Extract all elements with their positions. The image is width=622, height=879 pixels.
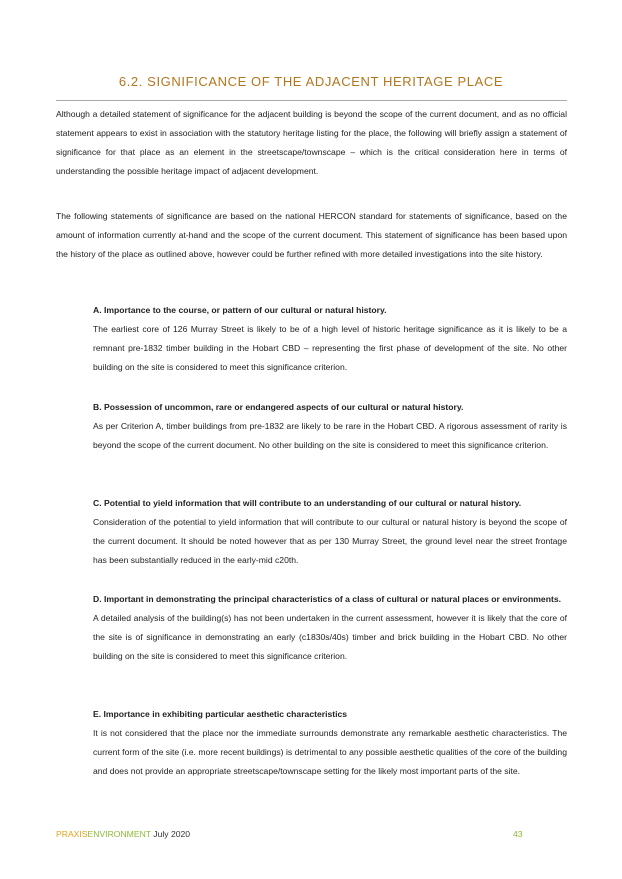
criterion-c <box>93 494 567 570</box>
criterion-e-heading: E. Importance in exhibiting particular aesthetic characteristics <box>93 709 348 719</box>
criterion-a-heading: A. Importance to the course, or pattern of our cultural or natural history. <box>93 305 387 315</box>
criterion-c-heading: C. Potential to yield information that will contribute to an understanding of our cultural or natural history. <box>93 498 522 508</box>
heading-divider <box>56 100 567 101</box>
criterion-b <box>93 398 567 455</box>
criterion-d-text: A detailed analysis of the building(s) has not been undertaken in the current assessment, however it is likely that the core of the site is of significance in demonstrating an early (c1830s/40s) timber and brick building in the Hobart CBD. No other building on the site is considered to meet this significance criterion. <box>93 613 567 661</box>
intro-paragraph-1: Although a detailed statement of significance for the adjacent building is beyond the scope of the current document, and as no official statement appears to exist in association with the statutory heritage listing for the place, the following will briefly assign a statement of significance for that place as an element in the streetscape/townscape – which is the critical consideration here in terms of understanding the possible heritage impact of adjacent development. <box>56 109 567 176</box>
intro-paragraph-2: The following statements of significance are based on the national HERCON standard for statements of significance, based on the amount of information currently at-hand and the scope of the current document. This statement of significance has been based upon the history of the place as outlined above, however could be further refined with more detailed investigations into the site history. <box>56 211 567 259</box>
criterion-d-heading: D. Important in demonstrating the principal characteristics of a class of cultural or natural places or environments. <box>93 594 561 604</box>
footer-brand <box>56 829 190 839</box>
criterion-c-text: Consideration of the potential to yield information that will contribute to our cultural or natural history is beyond the scope of the current document. It should be noted however that as per 130 Murray Street, the ground level near the street frontage has been substantially reduced in the early-mid c20th. <box>93 517 567 565</box>
criterion-b-text: As per Criterion A, timber buildings from pre-1832 are likely to be rare in the Hobart CBD. A rigorous assessment of rarity is beyond the scope of the current document. No other building on the site is considered to meet this significance criterion. <box>93 421 567 450</box>
footer-brand-environment: ENVIRONMENT <box>87 829 151 839</box>
criterion-e-text: It is not considered that the place nor the immediate surrounds demonstrate any remarkable aesthetic characteristics. The current form of the site (i.e. more recent buildings) is detrimental to any possible aesthetic qualities of the core of the building and does not provide an appropriate streetscape/townscape setting for the likely most important parts of the site. <box>93 728 567 776</box>
criterion-e <box>93 705 567 781</box>
footer-brand-praxis: PRAXIS <box>56 829 88 839</box>
page-number: 43 <box>513 829 523 839</box>
footer-date: July 2020 <box>150 829 191 839</box>
criterion-a <box>93 301 567 377</box>
section-heading: 6.2. SIGNIFICANCE OF THE ADJACENT HERITAGE PLACE <box>118 74 504 89</box>
criterion-a-text: The earliest core of 126 Murray Street is likely to be of a high level of historic heritage significance as it is likely to be a remnant pre-1832 timber building in the Hobart CBD – representing the first phase of development of the site. No other building on the site is considered to meet this significance criterion. <box>93 324 567 372</box>
criterion-b-heading: B. Possession of uncommon, rare or endangered aspects of our cultural or natural history. <box>93 402 464 412</box>
criterion-d <box>93 590 567 666</box>
